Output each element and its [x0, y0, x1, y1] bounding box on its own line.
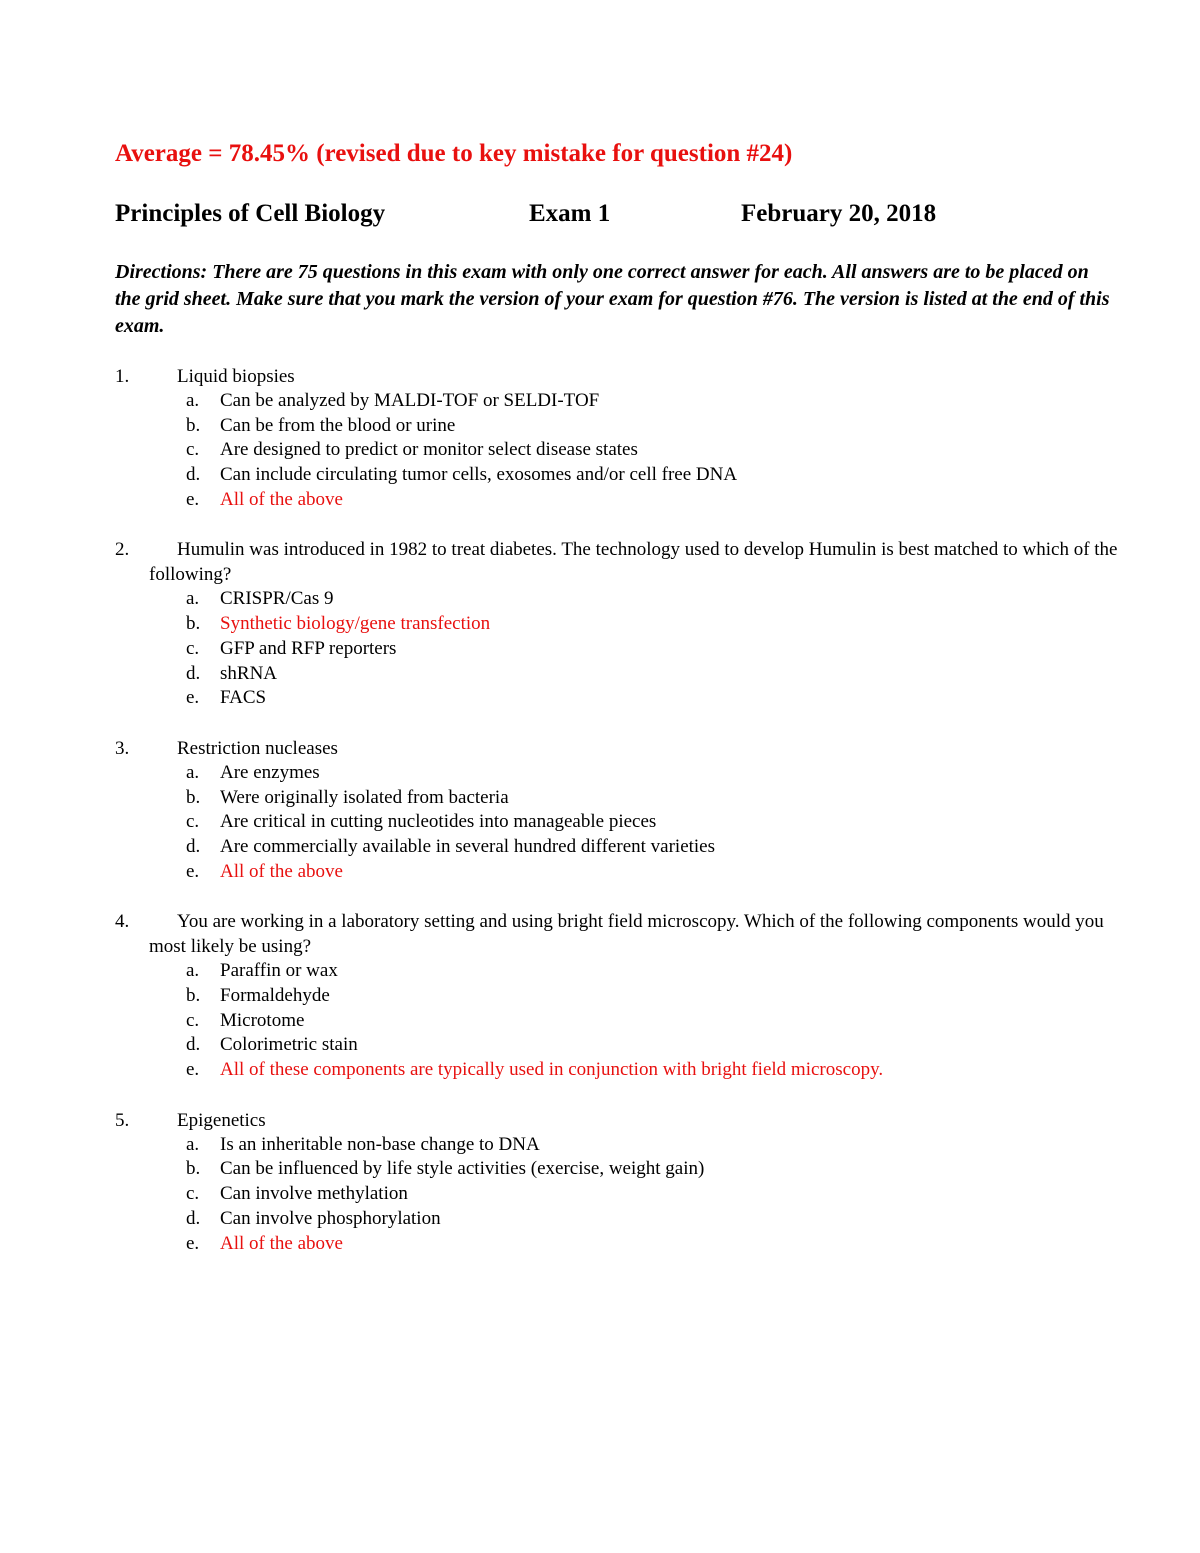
question-text: You are working in a laboratory setting and using bright field microscopy. Which of the following components would you most likely be using?: [149, 911, 1104, 958]
answer-option: [0, 587, 1200, 612]
question-1: [0, 364, 1200, 512]
option-letter: c.: [186, 637, 200, 659]
option-letter: d.: [186, 662, 201, 684]
answer-option: [0, 414, 1200, 439]
option-text: Formaldehyde: [220, 985, 330, 1006]
answer-option: [0, 1133, 1200, 1158]
option-letter: a.: [186, 588, 200, 610]
answer-option-correct: [0, 1232, 1200, 1257]
answer-options: [0, 389, 1200, 512]
option-letter: c.: [186, 811, 200, 833]
option-letter: d.: [186, 1034, 201, 1056]
answer-option: [0, 1207, 1200, 1232]
option-letter: b.: [186, 613, 201, 635]
answer-option-correct: [0, 488, 1200, 513]
option-text: Are enzymes: [220, 761, 320, 783]
option-letter: b.: [186, 786, 201, 808]
option-letter: e.: [186, 1059, 200, 1081]
answer-option: [0, 959, 1200, 984]
answer-option: [0, 1009, 1200, 1034]
question-list: [0, 364, 1200, 1281]
option-letter: e.: [186, 687, 200, 709]
option-letter: c.: [186, 1183, 200, 1205]
option-letter: e.: [186, 1232, 200, 1254]
answer-option: [0, 786, 1200, 811]
question-number: 3.: [115, 737, 130, 759]
question-number: 4.: [115, 911, 130, 933]
option-text: Are commercially available in several hundred different varieties: [220, 835, 716, 857]
answer-option: [0, 438, 1200, 463]
option-letter: e.: [186, 860, 200, 882]
option-text: All of the above: [220, 860, 343, 882]
answer-option: [0, 389, 1200, 414]
option-text: Can be analyzed by MALDI-TOF or SELDI-TOF: [220, 390, 600, 411]
option-letter: a.: [186, 960, 200, 982]
answer-option: [0, 686, 1200, 711]
option-letter: c.: [186, 1009, 200, 1031]
question-3: [0, 736, 1200, 884]
option-text: Were originally isolated from bacteria: [220, 786, 509, 808]
answer-option-correct: [0, 612, 1200, 637]
option-letter: a.: [186, 390, 200, 411]
exam-date: February 20, 2018: [741, 200, 937, 227]
option-text: Paraffin or wax: [220, 960, 338, 982]
option-letter: a.: [186, 761, 200, 783]
option-text: CRISPR/Cas 9: [220, 588, 334, 610]
option-letter: d.: [186, 835, 201, 857]
option-text: Are critical in cutting nucleotides into manageable pieces: [220, 811, 657, 833]
question-text: Liquid biopsies: [177, 366, 295, 387]
answer-option-correct: [0, 860, 1200, 885]
option-text: Can include circulating tumor cells, exosomes and/or cell free DNA: [220, 464, 738, 486]
question-text: Humulin was introduced in 1982 to treat diabetes. The technology used to develop Humulin is best matched to which of the following?: [149, 539, 1118, 586]
course-title: Principles of Cell Biology: [115, 200, 386, 227]
question-2: [0, 537, 1200, 710]
question-text: Restriction nucleases: [177, 737, 338, 759]
option-text: Colorimetric stain: [220, 1034, 358, 1056]
average-score-note: Average = 78.45% (revised due to key mistake for question #24): [115, 140, 793, 167]
option-text: FACS: [220, 687, 267, 709]
answer-option: [0, 1157, 1200, 1182]
option-text: Can involve phosphorylation: [220, 1207, 441, 1229]
option-text: Can involve methylation: [220, 1183, 408, 1205]
option-letter: e.: [186, 488, 200, 510]
question-stem: [0, 537, 1119, 587]
question-4: [0, 909, 1200, 1082]
option-text: Can be from the blood or urine: [220, 414, 456, 436]
option-letter: d.: [186, 464, 201, 486]
option-text: Are designed to predict or monitor select disease states: [220, 439, 638, 461]
answer-option: [0, 761, 1200, 786]
exam-header: [0, 200, 1200, 236]
answer-option: [0, 1033, 1200, 1058]
answer-options: [0, 1133, 1200, 1256]
answer-options: [0, 761, 1200, 884]
question-5: [0, 1108, 1200, 1256]
answer-option: [0, 810, 1200, 835]
answer-option: [0, 835, 1200, 860]
answer-option: [0, 637, 1200, 662]
option-letter: b.: [186, 985, 201, 1006]
option-text: Is an inheritable non-base change to DNA: [220, 1133, 540, 1155]
option-text: shRNA: [220, 662, 278, 684]
exam-title: Exam 1: [529, 200, 611, 227]
answer-option: [0, 662, 1200, 687]
option-letter: c.: [186, 439, 200, 461]
option-text: All of the above: [220, 1232, 343, 1254]
option-text: All of these components are typically used in conjunction with bright field microscopy.: [220, 1059, 884, 1081]
option-text: GFP and RFP reporters: [220, 637, 397, 659]
question-number: 1.: [115, 366, 130, 387]
answer-options: [0, 587, 1200, 710]
answer-option: [0, 463, 1200, 488]
question-stem: [0, 736, 1119, 761]
question-number: 5.: [115, 1109, 130, 1131]
option-letter: b.: [186, 1158, 201, 1180]
option-text: Synthetic biology/gene transfection: [220, 613, 491, 635]
answer-option: [0, 984, 1200, 1009]
question-number: 2.: [115, 539, 130, 561]
answer-options: [0, 959, 1200, 1082]
answer-option-correct: [0, 1058, 1200, 1083]
answer-option: [0, 1182, 1200, 1207]
option-text: Microtome: [220, 1009, 305, 1031]
option-letter: a.: [186, 1133, 200, 1155]
question-text: Epigenetics: [177, 1109, 266, 1131]
option-letter: d.: [186, 1207, 201, 1229]
question-stem: [0, 1108, 1119, 1133]
option-text: Can be influenced by life style activities (exercise, weight gain): [220, 1158, 705, 1180]
question-stem: [0, 909, 1119, 959]
option-letter: b.: [186, 414, 201, 436]
question-stem: [0, 364, 1119, 389]
option-text: All of the above: [220, 488, 343, 510]
exam-directions: Directions: There are 75 questions in this exam with only one correct answer for each. All answers are to be placed on the grid sheet. Make sure that you mark the version of your exam for question #76. The version is listed at the end of this exam.: [115, 261, 1110, 337]
